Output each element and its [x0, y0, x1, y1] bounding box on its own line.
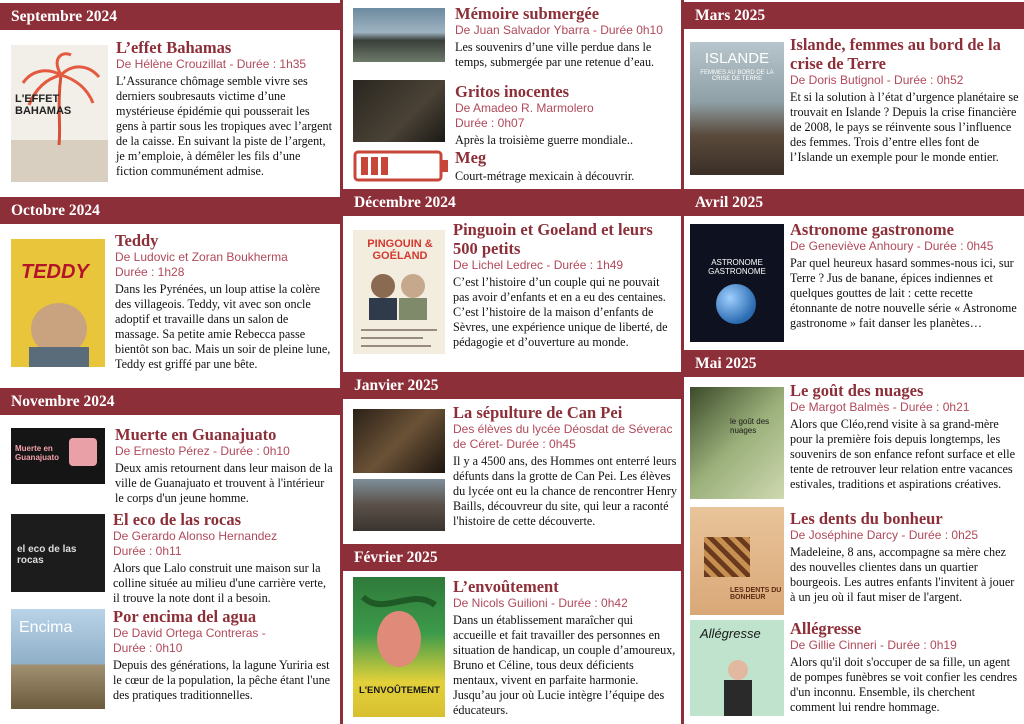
film-duration: Durée : 1h28 [115, 265, 185, 279]
film-entry-encima[interactable] [0, 605, 340, 720]
film-entry-memoire[interactable] [343, 0, 681, 78]
poster-eco [11, 514, 105, 592]
film-director: De Amadeo R. Marmolero [455, 101, 594, 115]
film-description: Court-métrage mexicain à découvrir. [455, 169, 635, 183]
poster-islande [690, 42, 784, 175]
film-title: Meg [455, 148, 487, 167]
month-header-october: Octobre 2024 [0, 197, 340, 224]
film-entry-islande[interactable] [684, 29, 1024, 186]
poster-encima [11, 609, 105, 709]
month-header-january: Janvier 2025 [343, 372, 681, 399]
planet-icon [716, 284, 756, 324]
poster-nuages [690, 387, 784, 499]
month-header-november: Novembre 2024 [0, 388, 340, 415]
face-icon [353, 577, 445, 717]
film-director: De Joséphine Darcy - Durée : 0h25 [790, 528, 979, 542]
film-description: Les souvenirs d’une ville perdue dans le temps, submergée par une retenue d’eau. [455, 40, 655, 69]
film-director: De Hélène Crouzillat - Durée : 1h35 [116, 57, 307, 71]
film-title: Allégresse [790, 619, 862, 638]
battery-icon [353, 150, 453, 182]
poster-title: Encima [19, 619, 73, 636]
film-description: Depuis des générations, la lagune Yuriria est le cœur de la population, la pêche étant l'une des pratiques traditionnelles. [113, 658, 331, 702]
film-director: De Geneviève Anhoury - Durée : 0h45 [790, 239, 994, 253]
film-description: Alors que Lalo construit une maison sur la colline située au milieu d'une carrière verte, il trouve la note dont il a besoin. [113, 561, 327, 605]
month-header-april: Avril 2025 [684, 189, 1024, 216]
film-description: Alors qu'il doit s'occuper de sa fille, un agent de pompes funèbres se voit confier les cendres d'un inconnu. Ensemble, ils cherchent comment lui rendre hommage. [790, 655, 1018, 714]
film-director: De Nicols Guilioni - Durée : 0h42 [453, 596, 628, 610]
poster-title: Muerte en Guanajuato [15, 444, 60, 462]
poster-sepulture-group [353, 479, 445, 531]
film-description: C’est l’histoire d’un couple qui ne pouvait pas avoir d’enfants et en a eu des centaines. C’est l’histoire de la maison d’enfants de Sèvres, une expérience unique de liberté, de pédagogie et d’ouverture au monde. [453, 275, 668, 349]
poster-title: ASTRONOME GASTRONOME [708, 258, 766, 276]
film-title: Mémoire submergée [455, 4, 600, 23]
film-title: Muerte en Guanajuato [115, 425, 277, 444]
film-title: Le goût des nuages [790, 381, 924, 400]
film-description: Madeleine, 8 ans, accompagne sa mère chez des nouvelles clientes dans un quartier bourgeois. Les autres enfants l'invitent à jouer à un jeu où il faut miser de l'argent. [790, 545, 1015, 604]
poster-title: L'ENVOÛTEMENT [359, 685, 440, 696]
film-entry-teddy[interactable] [0, 224, 340, 384]
film-director: De Gerardo Alonso Hernandez [113, 529, 278, 543]
film-title: Pinguoin et Goeland et leurs 500 petits [453, 220, 653, 258]
poster-muerte [11, 428, 105, 484]
month-header-may: Mai 2025 [684, 350, 1024, 377]
film-duration: Durée : 0h10 [113, 641, 183, 655]
film-director: De Ludovic et Zoran Boukherma [115, 250, 288, 264]
couple-photo-icon [353, 230, 445, 354]
poster-title: Allégresse [700, 626, 761, 641]
poster-title: TEDDY [21, 261, 89, 283]
film-entry-muerte[interactable] [0, 418, 340, 510]
column-left [0, 0, 340, 724]
poster-allegresse [690, 620, 784, 716]
film-duration: Durée : 0h07 [455, 116, 525, 130]
plaid-skirt-icon [704, 537, 750, 577]
film-entry-nuages[interactable] [684, 377, 1024, 505]
pink-shape-icon [69, 438, 97, 466]
film-title: Gritos inocentes [455, 82, 570, 101]
poster-title: ISLANDE [704, 50, 770, 67]
film-entry-bahamas[interactable] [0, 30, 340, 192]
poster-astronome [690, 224, 784, 342]
film-director: De Doris Butignol - Durée : 0h52 [790, 73, 964, 87]
film-title: L’envoûtement [453, 577, 559, 596]
film-entry-sepulture[interactable] [343, 399, 681, 541]
film-title: La sépulture de Can Pei [453, 403, 623, 422]
column-middle [343, 0, 681, 724]
month-header-march: Mars 2025 [684, 2, 1024, 29]
poster-subtitle: FEMMES AU BORD DE LA CRISE DE TERRE [700, 70, 774, 82]
month-header-september: Septembre 2024 [0, 3, 340, 30]
film-entry-pingouin[interactable] [343, 216, 681, 366]
film-title: L’effet Bahamas [116, 38, 232, 57]
film-description: L’Assurance chômage semble vivre ses derniers soubresauts victime d’une mystérieuse épidémie qui pousserait les gens à partir sous les tropiques avec l’argent de la caisse. En suivant la piste de l’argent, je m’emploie, à démêler les fils d’une fiction communément admise. [116, 74, 333, 178]
film-entry-astronome[interactable] [684, 216, 1024, 346]
poster-gritos [353, 80, 445, 142]
film-director: De Ernesto Pérez - Durée : 0h10 [115, 444, 290, 458]
film-director: De Lichel Ledrec - Durée : 1h49 [453, 258, 624, 272]
film-director: De Juan Salvador Ybarra - Durée 0h10 [455, 23, 663, 37]
film-title: El eco de las rocas [113, 510, 242, 529]
film-director: Des élèves du lycée Déosdat de Séverac de Céret- Durée : 0h45 [453, 422, 673, 451]
poster-title: LES DENTS DU BONHEUR [730, 587, 782, 601]
poster-title: L'EFFET BAHAMAS [15, 93, 72, 117]
film-entry-meg[interactable] [343, 148, 681, 186]
film-title: Por encima del agua [113, 607, 257, 626]
film-description: Dans les Pyrénées, un loup attise la colère des villageois. Teddy, vit avec son oncle adoptif et travaille dans un salon de massage. Sa petite amie Rebecca passe bientôt son bac. Mais un soir de pleine lune, Teddy est griffé par une bête. [115, 282, 331, 371]
film-entry-gritos[interactable] [343, 78, 681, 148]
film-duration: Durée : 0h11 [113, 544, 182, 558]
poster-memoire [353, 8, 445, 62]
film-description: Deux amis retournent dans leur maison de la ville de Guanajuato et trouvent à l'intérieur le corps d'un jeune homme. [115, 461, 333, 505]
film-entry-eco[interactable] [0, 510, 340, 605]
poster-sepulture-cave [353, 409, 445, 473]
poster-dents [690, 507, 784, 615]
film-description: Il y a 4500 ans, des Hommes ont enterré leurs défunts dans la grotte de Can Pei. Les élèves du lycée ont eu la chance de rencontrer Henry Baills, découvreur du site, qui leur a raconté l'histoire de cette découverte. [453, 454, 677, 528]
film-title: Astronome gastronome [790, 220, 954, 239]
film-director: De Margot Balmès - Durée : 0h21 [790, 400, 970, 414]
man-figure-icon [690, 620, 784, 716]
poster-teddy [11, 239, 105, 367]
film-description: Et si la solution à l’état d’urgence planétaire se trouvait en Islande ? Depuis la crise financière de 2008, le pays se réinvente sous l’influence des femmes. Trois d’entre elles font de l’Islande un exemple pour le monde entier. [790, 90, 1019, 164]
poster-title: el eco de las rocas [17, 544, 77, 566]
column-right [684, 0, 1024, 724]
poster-envoutement [353, 577, 445, 717]
film-title: Teddy [115, 231, 159, 250]
poster-pingouin [353, 230, 445, 354]
film-description: Dans un établissement maraîcher qui accueille et fait travailler des personnes en situation de handicap, un couple d’amoureux, Bruno et Céline, tous deux déficients mentaux, vivent en parfaite harmonie. Jusqu’au jour où Lucie intègre l’équipe des éducateurs. [453, 613, 676, 717]
poster-bahamas [11, 45, 108, 182]
month-header-december: Décembre 2024 [343, 189, 681, 216]
poster-title: le goût des nuages [730, 417, 770, 435]
film-director: De Gillie Cinneri - Durée : 0h19 [790, 638, 957, 652]
film-title: Les dents du bonheur [790, 509, 943, 528]
film-entry-envoutement[interactable] [343, 571, 681, 721]
month-header-february: Février 2025 [343, 544, 681, 571]
film-description: Alors que Cléo,rend visite à sa grand-mère pour la première fois depuis longtemps, les souvenirs de son enfance refont surface et elle tente de retrouver leur relation entre vacances estivales, traditions et aspirations créatives. [790, 417, 1016, 491]
poster-title: PINGOUIN & GOÉLAND [367, 238, 433, 262]
film-director: De David Ortega Contreras - [113, 626, 266, 640]
portrait-icon [11, 239, 105, 367]
film-description: Par quel heureux hasard sommes-nous ici, sur Terre ? Jus de banane, épices indiennes et quelques gouttes de lait : cette recette étonnante de notre nouvelle série « Astronome gastronome » fait danser les planètes… [790, 256, 1017, 330]
film-title: Islande, femmes au bord de la crise de Terre [790, 35, 1001, 73]
film-entry-allegresse[interactable] [684, 617, 1024, 724]
film-entry-dents[interactable] [684, 505, 1024, 617]
film-description: Après la troisième guerre mondiale.. [455, 133, 634, 147]
